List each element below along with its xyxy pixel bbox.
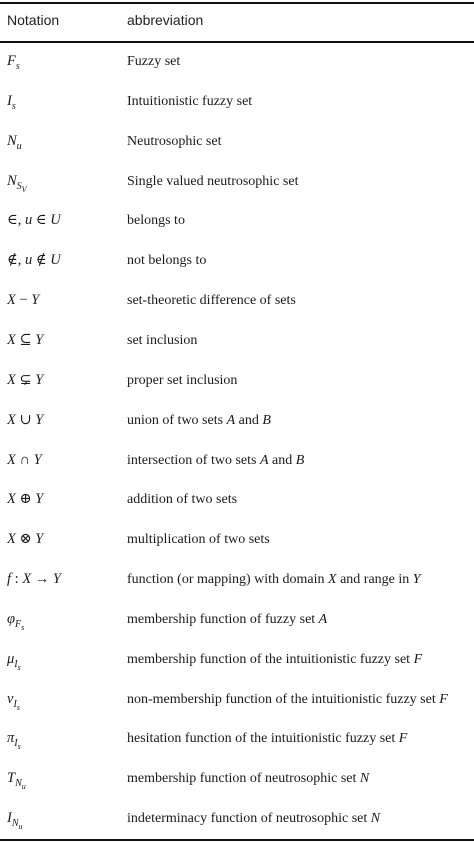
notation-subscript: Is [14,658,21,672]
notation-subscript: Nu [11,818,23,832]
table-row [0,441,474,481]
header-abbreviation: abbreviation [127,12,204,28]
notation-cell [7,53,20,70]
notation-base: π [7,730,15,747]
table-row [0,361,474,401]
table-row [0,480,474,520]
table-row [0,82,474,122]
notation-base: F [7,53,16,69]
notation-subscript: Is [13,698,20,712]
table-row [0,799,474,839]
abbreviation-cell: membership function of fuzzy set A [127,611,328,627]
abbreviation-cell: Fuzzy set [127,54,181,69]
notation-base: I [7,92,12,109]
notation-subscript: s [15,61,20,72]
notation-cell [7,730,21,752]
notation-sub-subscript: s [16,702,20,712]
abbreviation-cell: addition of two sets [127,492,238,508]
notation-cell: X ⊕ Y [7,491,44,508]
notation-cell: X ∩ Y [7,451,42,468]
abbreviation-cell: Neutrosophic set [127,133,222,149]
table-row [0,401,474,441]
notation-sub-subscript: u [18,822,23,832]
notation-cell [7,690,20,712]
abbreviation-cell: membership function of the intuitionistic fuzzy set F [127,651,423,667]
notation-subscript: SV [16,180,27,194]
table-row [0,719,474,759]
notation-sub-subscript: u [21,782,26,792]
abbreviation-cell: function (or mapping) with domain X and range in Y [127,572,421,588]
notation-cell [7,93,16,110]
table-row [0,560,474,600]
abbreviation-cell: membership function of neutrosophic set N [127,771,370,787]
notation-base: φ [7,610,16,627]
table-row [0,680,474,720]
table-row [0,162,474,202]
abbreviation-cell: Single valued neutrosophic set [127,173,299,189]
notation-cell [7,650,21,672]
notation-cell: X ⊗ Y [7,531,44,548]
notation-subscript: Fs [15,618,25,632]
table-row [0,201,474,241]
table-top-rule [0,2,474,4]
notation-base: N [7,172,17,189]
notation-sub-subscript: s [21,622,25,632]
table-row [0,520,474,560]
table-row [0,759,474,799]
notation-subscript: s [11,100,16,112]
notation-cell [7,172,27,194]
table-row [0,640,474,680]
abbreviation-cell: proper set inclusion [127,372,238,388]
notation-cell: f : X → Y [7,571,61,588]
notation-cell [7,770,26,792]
notation-base: T [7,770,16,787]
abbreviation-cell: intersection of two sets A and B [127,452,305,468]
notation-base: I [7,810,12,827]
abbreviation-cell: multiplication of two sets [127,532,270,548]
table-row [0,241,474,281]
notation-base: N [7,132,17,149]
table-row [0,122,474,162]
abbreviation-cell: Intuitionistic fuzzy set [127,93,253,109]
notation-cell: X ∪ Y [7,411,44,428]
notation-cell: ∉, u ∉ U [7,252,61,269]
notation-sub-subscript: s [17,662,21,672]
notation-subscript: Nu [15,778,26,792]
notation-base: μ [7,650,15,667]
notation-cell: X − Y [7,292,40,309]
table-row [0,42,474,82]
table-bottom-rule [0,839,474,841]
abbreviation-cell: non-membership function of the intuitionistic fuzzy set F [127,691,448,707]
header-notation: Notation [7,12,60,28]
abbreviation-cell: indeterminacy function of neutrosophic set N [127,811,381,827]
abbreviation-cell: set inclusion [127,332,198,348]
notation-cell [7,810,23,832]
abbreviation-cell: hesitation function of the intuitionistic fuzzy set F [127,731,408,747]
table-row [0,321,474,361]
abbreviation-cell: not belongs to [127,253,207,269]
notation-cell: X ⊆ Y [7,331,44,348]
notation-base: ν [7,690,14,707]
notation-sub-subscript: V [21,184,27,194]
notation-subscript: u [16,140,22,152]
notation-subscript: Is [14,738,21,752]
table-row [0,600,474,640]
notation-cell: ∈, u ∈ U [7,212,61,229]
notation-sub-subscript: s [17,742,21,752]
abbreviation-cell: union of two sets A and B [127,412,271,428]
abbreviation-cell: set-theoretic difference of sets [127,293,296,309]
abbreviation-cell: belongs to [127,213,185,229]
notation-cell: X ⊊ Y [7,371,44,388]
notation-cell [7,133,22,150]
notation-cell [7,610,25,632]
table-row [0,281,474,321]
